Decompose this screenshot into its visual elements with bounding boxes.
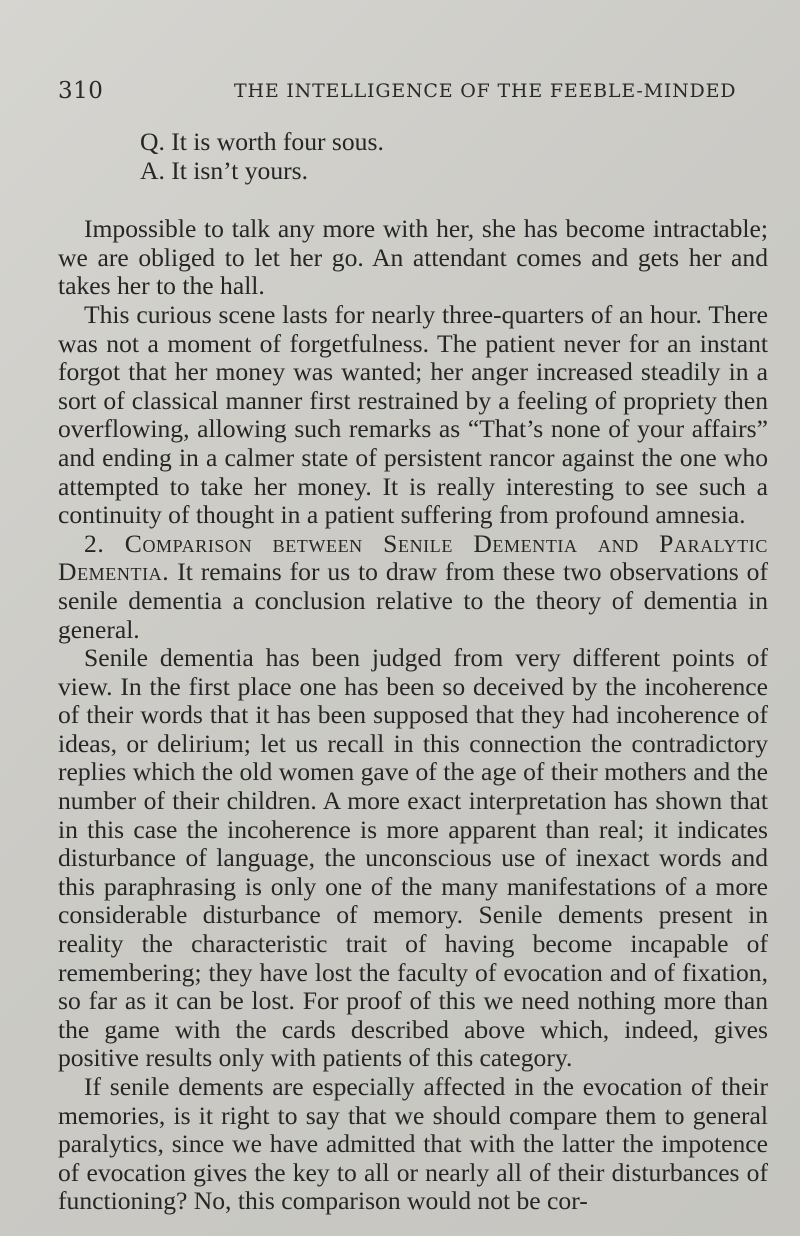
running-head [58,78,768,118]
paragraph-intractable: Impossible to talk any more with her, she has become intractable; we are obliged to let her go. An attendant comes and gets her and takes her to the hall. [58,214,768,301]
paragraph-evocation: If senile dements are especially affected in the evocation of their memories, is it right to say that we should compare them to general paralytics, since we have admitted that with the latter the impotence of evocation gives the key to all or nearly all of their disturbances of functioning? No, this comparison would not be cor- [58,1072,768,1216]
paragraph-curious-scene: This curious scene lasts for nearly three-quarters of an hour. There was not a moment of forgetfulness. The patient never for an instant forgot that her money was wanted; her anger increased steadily in a sort of classical manner first restrained by a feeling of propriety then overflowing, allowing such remarks as “That’s none of your affairs” and ending in a calmer state of persistent rancor against the one who attempted to take her money. It is really interesting to see such a continuity of thought in a patient suffering from profound amnesia. [58,299,768,530]
dialogue-question: Q. It is worth four sous. [140,127,384,156]
body-text [58,128,768,1216]
dialogue-answer: A. It isn’t yours. [140,155,309,185]
section-heading-body: It remains for us to draw from these two observations of senile dementia a conclusion relative to the theory of dementia in general. [58,557,768,644]
paragraph-senile-dementia: Senile dementia has been judged from very different points of view. In the first place one has been so deceived by the incoherence of their words that it has been supposed that they had incoherence of ideas, or delirium; let us recall in this connection the contradictory replies which the old women gave of the age of their mothers and the number of their children. A more exact interpretation has shown that in this case the incoherence is more apparent than real; it indicates disturbance of language, the unconscious use of inexact words and this paraphrasing is only one of the many manifestations of a more considerable disturbance of memory. Senile dements present in reality the characteristic trait of having become incapable of remembering; they have lost the faculty of evocation and of fixation, so far as it can be lost. For proof of this we need nothing more than the game with the cards described above which, indeed, gives positive results only with patients of this category. [58,643,768,1073]
page-number: 310 [58,78,104,104]
running-title: THE INTELLIGENCE OF THE FEEBLE-MINDED [234,80,737,102]
paragraph-comparison [58,530,768,644]
section-heading: 2. Comparison between Senile Dementia and Paralytic Dementia. [58,528,768,587]
